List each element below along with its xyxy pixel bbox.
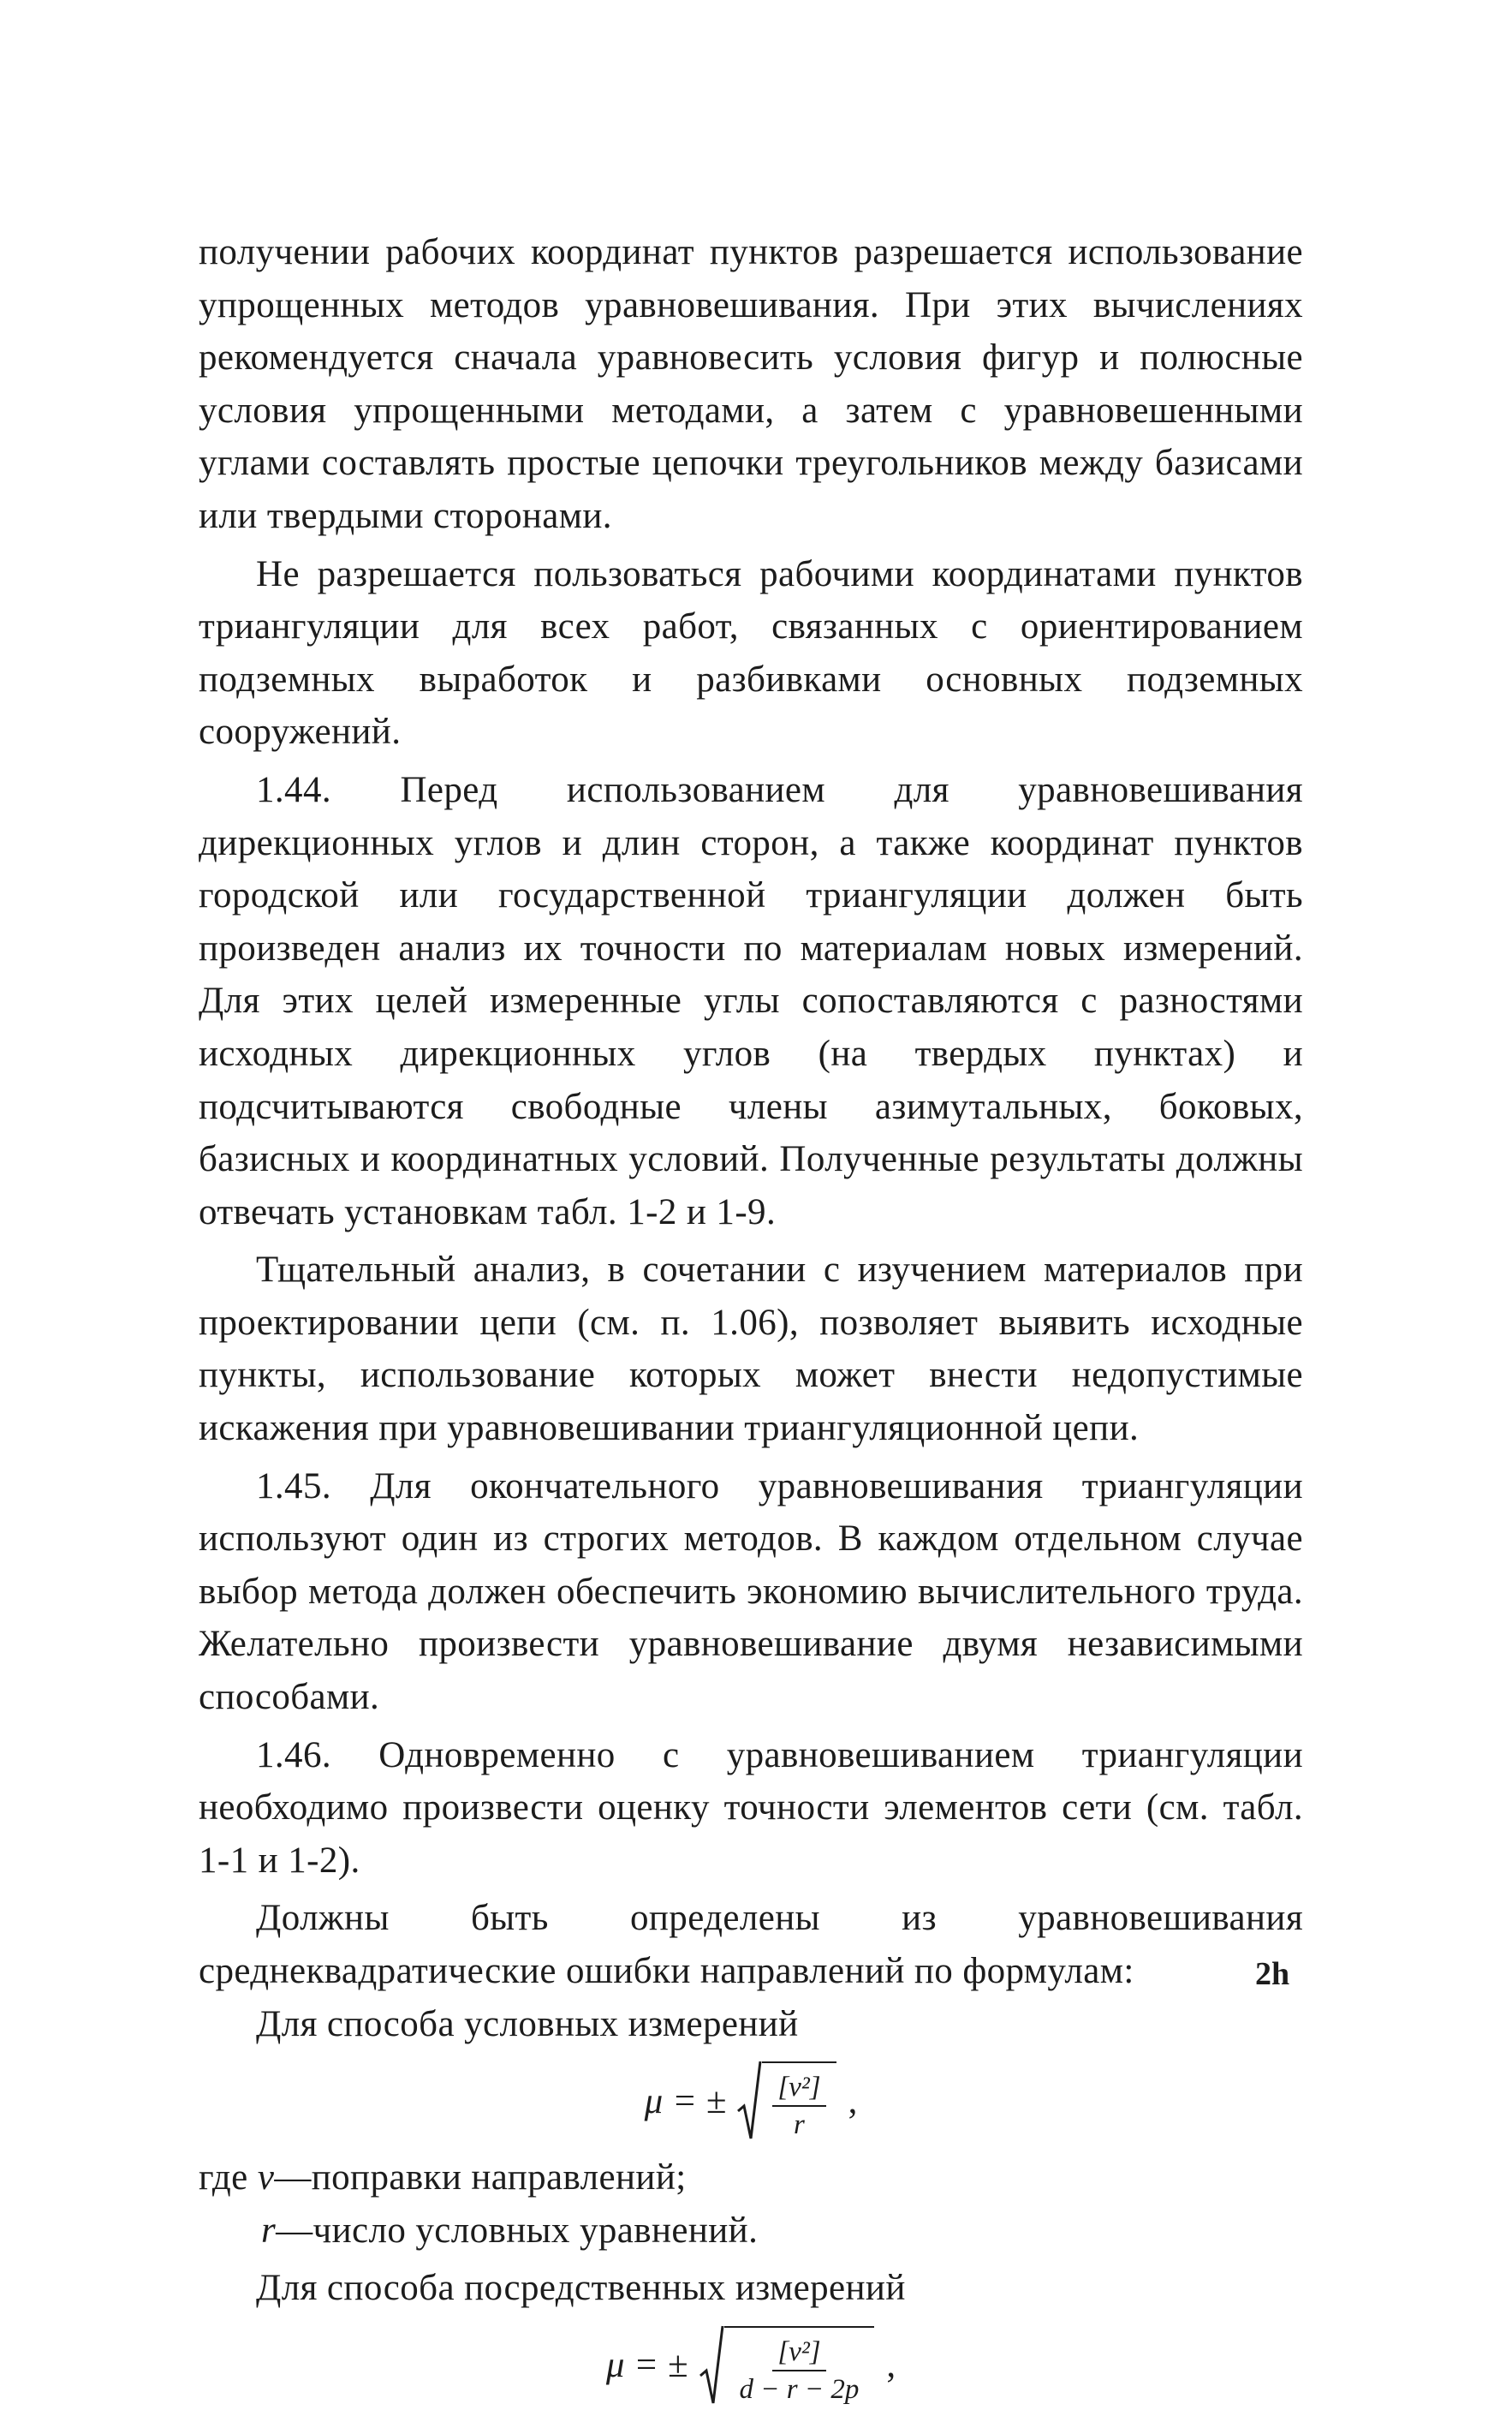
definition-v: [199, 2151, 1303, 2204]
numerator: [v²]: [772, 2335, 825, 2371]
formula-indirect: [199, 2315, 1303, 2416]
formula-conditional: [199, 2050, 1303, 2151]
document-page: [199, 226, 1303, 2416]
square-root-sign: [736, 2058, 836, 2144]
formula-lhs: μ = ±: [644, 2080, 727, 2121]
formula-comma: ,: [886, 2345, 896, 2386]
paragraph-conditional-method: Для способа условных измерений: [256, 2003, 799, 2044]
page-number: 2h: [1255, 1956, 1290, 1992]
definition-v-text: —поправки направлений;: [274, 2157, 687, 2198]
definition-r-text: —число условных уравнений.: [276, 2210, 759, 2251]
paragraph-mean-square-errors: Должны быть определены из уравновешивания среднеквадратические ошибки направлений по формулам:: [199, 1898, 1303, 1991]
definition-r: [199, 2204, 1303, 2258]
paragraph-analysis: Тщательный анализ, в сочетании с изучением материалов при проектировании цепи (см. п. 1.06), позволяет выявить исходные пункты, использование которых может внести недопустимые искажения при уравновешивании триангуляционной цепи.: [199, 1250, 1303, 1449]
formula-lhs: μ = ±: [605, 2345, 688, 2386]
symbol-r: r: [261, 2210, 277, 2251]
square-root-sign: [699, 2323, 875, 2408]
paragraph-1-45: 1.45. Для окончательного уравновешивания триангуляции используют один из строгих методов. В каждом отдельном случае выбор метода должен обеспечить экономию вычислительного труда. Желательно произвести уравновешивание двумя независимыми способами.: [199, 1465, 1303, 1718]
denominator: d − r − 2p: [739, 2373, 860, 2405]
symbol-v: v: [257, 2157, 275, 2198]
fraction: [772, 2071, 825, 2141]
formula-comma: ,: [848, 2080, 858, 2121]
fraction: [735, 2335, 865, 2406]
numerator: [v²]: [772, 2071, 825, 2107]
paragraph-indirect-method: Для способа посредственных измерений: [256, 2268, 906, 2309]
paragraph-1-44: 1.44. Перед использованием для уравновешивания дирекционных углов и длин сторон, а также координат пунктов городской или государственной триангуляции должен быть произведен анализ их точности по материалам новых измерений. Для этих целей измеренные углы сопоставляются с разностями исходных дирекционных углов (на твердых пунктах) и подсчитываются свободные члены азимутальных, боковых, базисных и координатных условий. Полученные результаты должны отвечать установкам табл. 1-2 и 1-9.: [199, 769, 1303, 1232]
definition-intro: где: [199, 2157, 248, 2198]
paragraph-continuation: получении рабочих координат пунктов разрешается использование упрощенных методов уравновешивания. При этих вычислениях рекомендуется сначала уравновесить условия фигур и полюсные условия упрощенными методами, а затем с уравновешенными углами составлять простые цепочки треугольников между базисами или твердыми сторонами.: [199, 232, 1303, 536]
paragraph-working-coordinates: Не разрешается пользоваться рабочими координатами пунктов триангуляции для всех работ, связанных с ориентированием подземных выработок и разбивками основных подземных сооружений.: [199, 553, 1303, 753]
denominator: r: [794, 2109, 805, 2141]
paragraph-1-46: 1.46. Одновременно с уравновешиванием триангуляции необходимо произвести оценку точности элементов сети (см. табл. 1-1 и 1-2).: [199, 1734, 1303, 1881]
